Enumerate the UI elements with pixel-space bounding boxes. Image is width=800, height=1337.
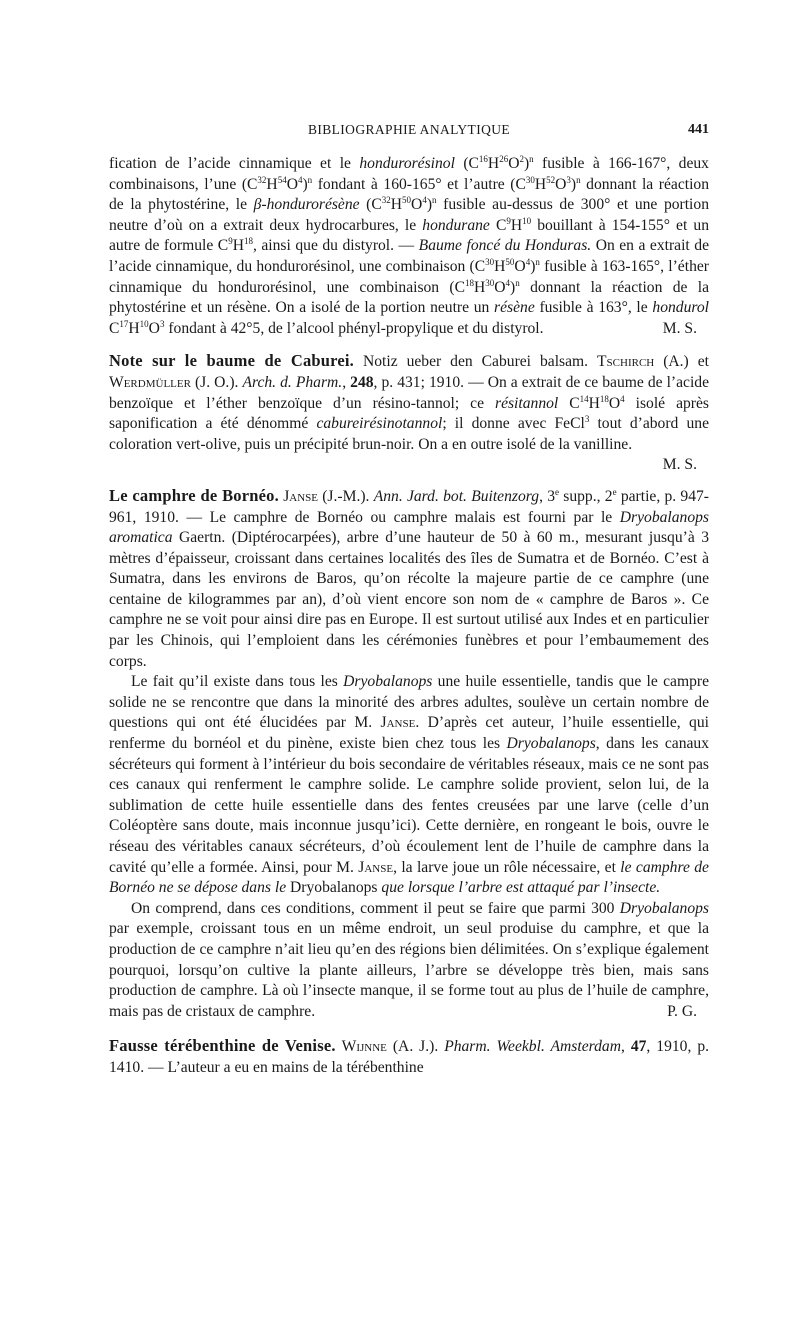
text: ) xyxy=(570,175,577,193)
text: bouillant à 154-155° et un autre de formule C xyxy=(109,216,709,255)
author-signature: P. G. xyxy=(667,1002,697,1020)
text: Dryobalanops xyxy=(286,879,382,897)
text: C xyxy=(489,216,507,234)
superscript: n xyxy=(515,277,520,288)
text-italic: que lorsque l’arbre est attaqué par l’insecte. xyxy=(381,879,661,897)
text: H xyxy=(510,216,523,234)
author-signature: M. S. xyxy=(662,456,697,474)
text-italic: résène xyxy=(494,299,535,317)
entry-title: Fausse térébenthine de Venise. xyxy=(109,1036,336,1056)
text: donnant la réaction de la phytostérine et un résène. On a isolé de la portion neutre un xyxy=(109,278,709,317)
superscript: 4 xyxy=(525,256,531,267)
text: (C xyxy=(454,155,479,172)
superscript: 2 xyxy=(519,154,524,164)
superscript: 52 xyxy=(546,174,556,185)
text-italic: résitannol xyxy=(495,394,559,412)
superscript: 4 xyxy=(422,195,427,206)
text: O xyxy=(514,257,526,275)
text: fusible à 163-165°, l’éther cinnamique du hondurorésinol, une combinaison (C xyxy=(109,257,709,296)
text: ) xyxy=(510,278,516,296)
superscript: 32 xyxy=(381,195,391,206)
text-italic: Baume foncé du Honduras. xyxy=(418,237,592,255)
text-italic: Dryobalanops xyxy=(343,673,433,691)
text: ) xyxy=(302,175,308,193)
text: , dans les canaux sécréteurs qui forment à l’intérieur du bois secondaire de véritables réseaux, mais ce ne sont pas ces canaux qui renferment le camphre solide. Le camphre solide provient, selon lui, de la sublimation de cette huile essentielle dans des fentes creusées par une larve (celle d’un Coléoptère sans doute, mais inconnue jusqu’ici). Cette dernière, en rongeant le bois, ouvre le réseau des véritables canaux sécréteurs, d’où écoulement lent de l’huile de camphre dans la cavité qu’elle a formée. Ainsi, pour M. xyxy=(109,735,710,876)
text-italic: β-hondurorésène xyxy=(253,196,360,214)
text-italic: Dryobalanops aromatica xyxy=(109,508,709,547)
text-italic: cabureirésinotannol xyxy=(316,415,443,433)
superscript: 4 xyxy=(505,277,511,288)
entry-title: Note sur le baume de Caburei. xyxy=(109,351,355,371)
text-italic: le camphre de Bornéo ne se dépose dans le xyxy=(109,858,709,897)
running-head: BIBLIOGRAPHIE ANALYTIQUE xyxy=(307,122,511,137)
superscript: 50 xyxy=(402,195,412,206)
text: , 3 xyxy=(539,487,556,505)
text: H xyxy=(474,278,486,296)
superscript: 10 xyxy=(522,215,532,226)
text: , ainsi que du distyrol. — xyxy=(252,237,419,255)
journal-name: Pharm. Weekbl. Amsterdam xyxy=(444,1038,621,1056)
text: (A.) et xyxy=(654,353,709,371)
page-body xyxy=(109,154,709,1079)
text: , p. 431; 1910. — On a extrait de ce baume de l’acide benzoïque et l’éther benzoïque d’un résino-tannol; ce xyxy=(109,373,709,412)
text: Le fait qu’il existe dans tous les xyxy=(131,673,344,691)
superscript: 3 xyxy=(159,318,165,329)
paragraph-camphre-2 xyxy=(109,672,709,899)
text-italic: hondurane xyxy=(422,216,490,234)
text: tout d’abord une coloration vert-olive, puis un précipité brun-noir. On a en outre isolé de la vanilline. xyxy=(109,415,709,453)
superscript: 16 xyxy=(478,154,488,164)
text: , 1910, p. 1410. — L’auteur a eu en mains de la térébenthine xyxy=(109,1038,710,1076)
text: O xyxy=(608,394,621,412)
text: (A. J.). xyxy=(386,1038,445,1056)
text: H xyxy=(266,175,278,193)
text: C xyxy=(558,394,580,412)
author-name: Janse xyxy=(283,487,318,505)
superscript: e xyxy=(555,486,560,497)
text: H xyxy=(128,319,140,337)
text: fusible au-dessus de 300° et une portion neutre d’où on a extrait deux hydrocarbures, le xyxy=(109,196,709,234)
text: fondant à 42°5, de l’alcool phényl-propylique et du distyrol. xyxy=(164,319,544,337)
text: , xyxy=(620,1038,631,1056)
entry-terebenthine xyxy=(109,1036,709,1078)
text: fusible à 163°, le xyxy=(534,299,653,317)
text: On comprend, dans ces conditions, comment il peut se faire que parmi 300 xyxy=(131,899,620,917)
text: (J.-M.). xyxy=(317,487,374,505)
text: O xyxy=(555,175,567,193)
entry-title: Le camphre de Bornéo. xyxy=(109,485,279,505)
text: C xyxy=(109,319,120,337)
author-name: Wijnne xyxy=(341,1038,387,1056)
text: O xyxy=(508,155,520,172)
superscript: 32 xyxy=(257,174,267,185)
author-name: Janse xyxy=(380,714,416,732)
superscript: 18 xyxy=(243,236,253,247)
text: fication de l’acide cinnamique et le xyxy=(109,155,360,172)
text: O xyxy=(286,175,298,193)
superscript: n xyxy=(535,256,540,267)
text: (J. O.). xyxy=(190,373,243,391)
text-italic: hondurol xyxy=(652,299,709,317)
paragraph-camphre-3 xyxy=(109,899,709,1023)
superscript: 18 xyxy=(465,277,475,288)
paragraph-caburei xyxy=(109,351,709,455)
superscript: n xyxy=(529,154,534,164)
superscript: 14 xyxy=(579,393,589,404)
text-italic: Dryobalanops xyxy=(619,899,709,917)
author-name: Janse xyxy=(358,858,394,876)
text: par exemple, croissant tous en un même endroit, un seul produise du camphre, et que la production de ce camphre n’ait lieu qu’en des régions bien délimitées. On s’explique également pourquoi, lorsqu’on cultive la plante ailleurs, l’arbre se développe très bien, mais sans production de camphre. Là où l’insecte manque, il se forme tout au plus de l’huile de camphre, mais pas de cristaux de camphre. xyxy=(109,920,709,1020)
text: supp., 2 xyxy=(559,487,613,505)
text: O xyxy=(148,319,160,337)
text: fondant à 160-165° et l’autre (C xyxy=(312,175,526,193)
text: . D’après cet auteur, l’huile essentielle, qui renferme du bornéol et du pinène, existe bien chez tous les xyxy=(109,714,709,753)
text: une huile essentielle, tandis que le campre solide ne se rencontre que dans la minorité des arbres adultes, soulève un certain nombre de questions qui ont été élucidées par M. xyxy=(109,673,709,732)
journal-name: Arch. d. Pharm. xyxy=(242,373,343,391)
text: ) xyxy=(530,257,536,275)
text: ) xyxy=(426,196,433,214)
superscript: 3 xyxy=(566,174,571,185)
text: partie, p. 947-961, 1910. — Le camphre de Bornéo ou camphre malais est fourni par le xyxy=(109,487,709,526)
superscript: n xyxy=(432,195,437,206)
superscript: 30 xyxy=(485,277,495,288)
text: Gaertn. (Diptérocarpées), arbre d’une hauteur de 50 à 60 m., mesurant jusqu’à 3 mètres d’épaisseur, croissant dans certaines localités des îles de Sumatra et de Bornéo. C’est à Sumatra, dans les environs de Baros, qu’on récolte la majeure partie de ce camphre (une centaine de kilogrammes par an), d’où vient encore son nom de « camphre de Baros ». Ce camphre ne se voit pour ainsi dire pas en Europe. Il est surtout utilisé aux Indes et en particulier par les Chinois, qui l’emploient dans les cérémonies funèbres et pour l’embaumement des corps. xyxy=(109,529,709,670)
text: On en a extrait de l’acide cinnamique, du hondurorésinol, une combinaison (C xyxy=(109,237,709,275)
volume-number: 248 xyxy=(350,373,374,391)
superscript: 9 xyxy=(228,236,233,247)
superscript: e xyxy=(612,486,617,497)
superscript: 3 xyxy=(584,414,590,425)
journal-name: Ann. Jard. bot. Buitenzorg xyxy=(373,487,540,505)
superscript: 17 xyxy=(119,318,129,329)
author-name: Werdmüller xyxy=(109,373,191,391)
superscript: 4 xyxy=(620,393,625,404)
text: ) xyxy=(523,155,530,172)
text: fusible à 166-167°, deux combinaisons, l’une (C xyxy=(109,155,709,193)
page-header xyxy=(109,120,709,142)
superscript: 9 xyxy=(506,215,511,226)
text: O xyxy=(494,278,506,296)
entry-camphre-borneo xyxy=(109,486,709,1022)
text: H xyxy=(487,155,500,172)
superscript: 10 xyxy=(139,318,149,329)
text: isolé après saponification a été dénommé xyxy=(109,394,709,433)
text-italic: Dryobalanops xyxy=(506,735,596,753)
superscript: n xyxy=(307,174,313,185)
superscript: 18 xyxy=(599,393,609,404)
text: H xyxy=(232,237,244,255)
paragraph-terebenthine xyxy=(109,1036,709,1078)
text: H xyxy=(588,394,600,412)
superscript: 54 xyxy=(277,174,287,185)
superscript: 30 xyxy=(485,256,495,267)
text: O xyxy=(411,196,423,214)
superscript: 4 xyxy=(297,174,303,185)
text: H xyxy=(534,175,547,193)
entry-caburei xyxy=(109,351,709,476)
superscript: n xyxy=(576,174,581,185)
page-number: 441 xyxy=(688,122,709,137)
text: H xyxy=(390,196,403,214)
superscript: 50 xyxy=(505,256,515,267)
text-italic: hondurorésinol xyxy=(359,155,455,172)
volume-number: 47 xyxy=(630,1038,647,1056)
text: , xyxy=(342,373,351,391)
text: Notiz ueber den Caburei balsam. xyxy=(354,353,598,371)
superscript: 26 xyxy=(499,154,509,164)
author-signature: M. S. xyxy=(662,319,697,337)
text: H xyxy=(494,257,506,275)
text: , la larve joue un rôle nécessaire, et xyxy=(393,858,621,876)
text: ; il donne avec FeCl xyxy=(442,415,585,433)
author-name: Tschirch xyxy=(597,353,655,371)
paragraph-honduras-continued xyxy=(109,154,709,339)
text: (C xyxy=(359,196,382,214)
paragraph-camphre-1 xyxy=(109,486,709,672)
text: donnant la réaction de la phytostérine, le xyxy=(109,175,709,214)
superscript: 30 xyxy=(525,174,535,185)
